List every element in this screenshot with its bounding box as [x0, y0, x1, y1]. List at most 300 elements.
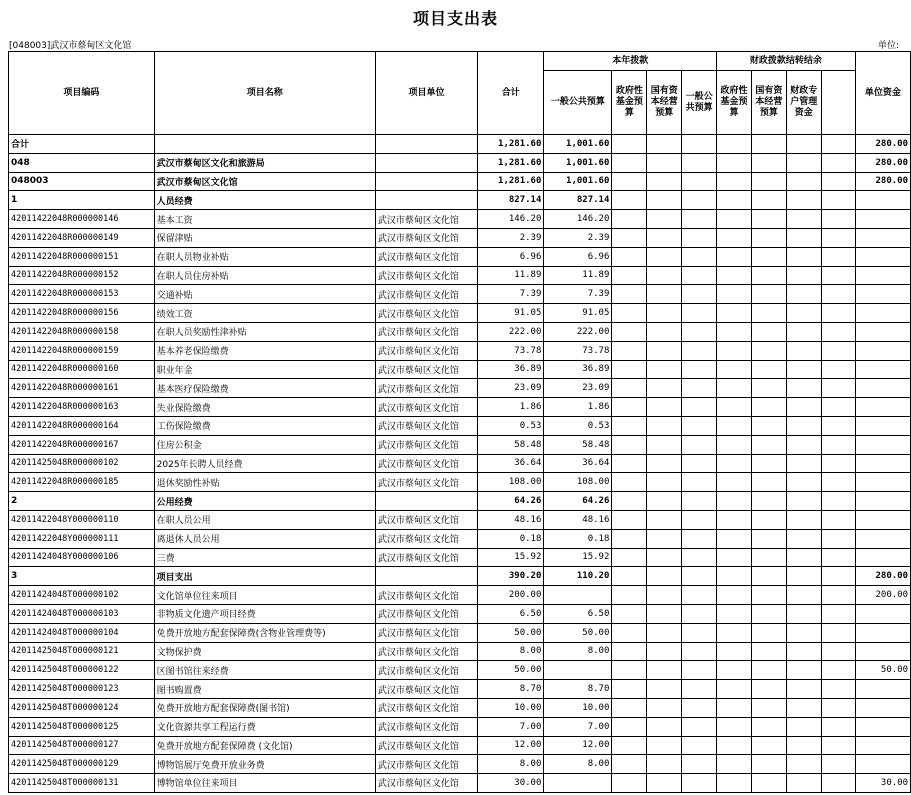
cell-total: 30.00 [478, 774, 544, 793]
cell-general: 73.78 [544, 341, 612, 360]
cell-special [786, 304, 821, 323]
cell-state-capital-2 [751, 586, 786, 605]
cell-name: 非物质文化遗产项目经费 [154, 604, 375, 623]
cell-state-capital-2 [751, 774, 786, 793]
cell-gov-fund [612, 360, 647, 379]
cell-state-capital [647, 717, 682, 736]
cell-general [544, 661, 612, 680]
cell-general: 36.89 [544, 360, 612, 379]
cell-name: 基本养老保险缴费 [154, 341, 375, 360]
cell-gov-fund-2 [717, 379, 752, 398]
cell-gov-fund [612, 191, 647, 210]
cell-gov-fund [612, 416, 647, 435]
cell-gov-fund [612, 341, 647, 360]
table-row [9, 172, 911, 191]
cell-gov-fund-2 [717, 473, 752, 492]
cell-gov-fund [612, 529, 647, 548]
cell-total: 108.00 [478, 473, 544, 492]
cell-general-2 [682, 228, 717, 247]
cell-code: 42011425048T000000122 [9, 661, 155, 680]
cell-gov-fund-2 [717, 135, 752, 154]
cell-gov-fund [612, 642, 647, 661]
cell-code: 42011422048R000000167 [9, 435, 155, 454]
cell-state-capital-2 [751, 642, 786, 661]
cell-state-capital [647, 680, 682, 699]
cell-state-capital-2 [751, 210, 786, 229]
cell-general: 10.00 [544, 698, 612, 717]
cell-unit-fund: 280.00 [855, 135, 910, 154]
cell-gov-fund-2 [717, 360, 752, 379]
cell-special [786, 341, 821, 360]
table-row [9, 285, 911, 304]
cell-name: 退休奖励性补贴 [154, 473, 375, 492]
header-general-2: 一般公共预算 [682, 71, 717, 135]
cell-code: 42011425048T000000125 [9, 717, 155, 736]
table-row [9, 473, 911, 492]
cell-gov-fund [612, 153, 647, 172]
cell-state-capital [647, 529, 682, 548]
table-row [9, 736, 911, 755]
cell-name: 2025年长聘人员经费 [154, 454, 375, 473]
cell-state-capital-2 [751, 755, 786, 774]
cell-general-2 [682, 717, 717, 736]
cell-unit: 武汉市蔡甸区文化馆 [375, 266, 477, 285]
header-current-year: 本年拨款 [544, 52, 717, 71]
cell-unit-fund [855, 322, 910, 341]
cell-state-capital [647, 755, 682, 774]
cell-general: 108.00 [544, 473, 612, 492]
cell-total: 23.09 [478, 379, 544, 398]
cell-code: 42011422048R000000151 [9, 247, 155, 266]
cell-general-2 [682, 322, 717, 341]
cell-special-ext [821, 548, 855, 567]
cell-code: 42011422048R000000149 [9, 228, 155, 247]
cell-gov-fund [612, 717, 647, 736]
cell-unit [375, 191, 477, 210]
table-row [9, 210, 911, 229]
cell-special-ext [821, 153, 855, 172]
table-row [9, 661, 911, 680]
cell-unit: 武汉市蔡甸区文化馆 [375, 210, 477, 229]
cell-unit-fund [855, 736, 910, 755]
cell-unit-fund [855, 210, 910, 229]
cell-code: 42011422048Y000000111 [9, 529, 155, 548]
cell-code: 42011422048R000000160 [9, 360, 155, 379]
cell-unit-fund [855, 228, 910, 247]
cell-code: 42011422048R000000158 [9, 322, 155, 341]
cell-total: 10.00 [478, 698, 544, 717]
cell-code: 42011422048R000000163 [9, 398, 155, 417]
cell-gov-fund-2 [717, 416, 752, 435]
cell-state-capital [647, 379, 682, 398]
header-code: 项目编码 [9, 52, 155, 135]
table-row [9, 529, 911, 548]
table-row [9, 755, 911, 774]
cell-state-capital [647, 454, 682, 473]
table-row [9, 398, 911, 417]
cell-general: 1,001.60 [544, 135, 612, 154]
cell-general: 50.00 [544, 623, 612, 642]
cell-general: 1,001.60 [544, 153, 612, 172]
cell-gov-fund [612, 623, 647, 642]
cell-state-capital-2 [751, 698, 786, 717]
cell-unit-fund [855, 191, 910, 210]
cell-code: 42011425048T000000127 [9, 736, 155, 755]
cell-code: 42011425048T000000131 [9, 774, 155, 793]
cell-unit: 武汉市蔡甸区文化馆 [375, 322, 477, 341]
header-gov-fund: 政府性基金预算 [612, 71, 647, 135]
table-row [9, 454, 911, 473]
cell-general: 7.00 [544, 717, 612, 736]
cell-name: 项目支出 [154, 567, 375, 586]
cell-special [786, 379, 821, 398]
cell-state-capital-2 [751, 416, 786, 435]
table-row [9, 135, 911, 154]
cell-gov-fund-2 [717, 435, 752, 454]
cell-gov-fund-2 [717, 398, 752, 417]
cell-total: 6.50 [478, 604, 544, 623]
cell-code: 42011422048R000000153 [9, 285, 155, 304]
cell-general: 8.00 [544, 755, 612, 774]
cell-code: 42011422048Y000000110 [9, 510, 155, 529]
cell-code: 42011424048Y000000106 [9, 548, 155, 567]
cell-state-capital [647, 473, 682, 492]
cell-gov-fund [612, 755, 647, 774]
cell-general: 15.92 [544, 548, 612, 567]
table-row [9, 717, 911, 736]
table-row [9, 416, 911, 435]
cell-special [786, 360, 821, 379]
cell-unit-fund [855, 341, 910, 360]
cell-state-capital-2 [751, 548, 786, 567]
cell-general-2 [682, 736, 717, 755]
cell-total: 36.64 [478, 454, 544, 473]
cell-special [786, 604, 821, 623]
cell-unit: 武汉市蔡甸区文化馆 [375, 473, 477, 492]
cell-general: 6.50 [544, 604, 612, 623]
cell-name: 工伤保险缴费 [154, 416, 375, 435]
project-expenditure-table [8, 51, 911, 793]
cell-gov-fund-2 [717, 680, 752, 699]
cell-special-ext [821, 623, 855, 642]
cell-gov-fund-2 [717, 492, 752, 511]
cell-code: 42011422048R000000161 [9, 379, 155, 398]
cell-gov-fund [612, 548, 647, 567]
cell-general-2 [682, 661, 717, 680]
unit-code: [048003]武汉市蔡甸区文化馆 [9, 41, 132, 51]
cell-gov-fund [612, 454, 647, 473]
cell-gov-fund-2 [717, 755, 752, 774]
cell-gov-fund-2 [717, 285, 752, 304]
cell-unit: 武汉市蔡甸区文化馆 [375, 360, 477, 379]
cell-unit [375, 153, 477, 172]
cell-special [786, 435, 821, 454]
cell-special [786, 454, 821, 473]
cell-state-capital-2 [751, 247, 786, 266]
cell-general-2 [682, 135, 717, 154]
cell-state-capital [647, 341, 682, 360]
cell-unit: 武汉市蔡甸区文化馆 [375, 285, 477, 304]
cell-unit [375, 172, 477, 191]
cell-gov-fund [612, 698, 647, 717]
cell-unit: 武汉市蔡甸区文化馆 [375, 247, 477, 266]
cell-gov-fund [612, 567, 647, 586]
cell-special-ext [821, 172, 855, 191]
cell-special [786, 473, 821, 492]
cell-unit: 武汉市蔡甸区文化馆 [375, 623, 477, 642]
header-unit: 项目单位 [375, 52, 477, 135]
cell-state-capital-2 [751, 360, 786, 379]
cell-state-capital [647, 360, 682, 379]
cell-general-2 [682, 285, 717, 304]
cell-total: 2.39 [478, 228, 544, 247]
cell-special [786, 210, 821, 229]
cell-general-2 [682, 266, 717, 285]
cell-gov-fund [612, 266, 647, 285]
cell-unit-fund [855, 266, 910, 285]
table-row [9, 492, 911, 511]
cell-unit: 武汉市蔡甸区文化馆 [375, 717, 477, 736]
cell-name: 住房公积金 [154, 435, 375, 454]
cell-name: 在职人员奖励性津补贴 [154, 322, 375, 341]
cell-state-capital [647, 435, 682, 454]
cell-name: 武汉市蔡甸区文化馆 [154, 172, 375, 191]
cell-unit-fund [855, 285, 910, 304]
cell-gov-fund [612, 435, 647, 454]
cell-gov-fund-2 [717, 172, 752, 191]
cell-special [786, 266, 821, 285]
cell-state-capital-2 [751, 398, 786, 417]
cell-special [786, 228, 821, 247]
cell-special [786, 492, 821, 511]
table-row [9, 322, 911, 341]
header-state-capital-2: 国有资本经营预算 [751, 71, 786, 135]
cell-special [786, 153, 821, 172]
header-gov-fund-2: 政府性基金预算 [717, 71, 752, 135]
cell-state-capital [647, 172, 682, 191]
cell-code: 42011422048R000000159 [9, 341, 155, 360]
cell-state-capital [647, 153, 682, 172]
cell-general-2 [682, 510, 717, 529]
cell-gov-fund-2 [717, 228, 752, 247]
cell-general: 8.00 [544, 642, 612, 661]
cell-general-2 [682, 341, 717, 360]
cell-state-capital-2 [751, 454, 786, 473]
cell-unit: 武汉市蔡甸区文化馆 [375, 510, 477, 529]
header-carryover: 财政拨款结转结余 [717, 52, 856, 71]
cell-name: 区图书馆往来经费 [154, 661, 375, 680]
cell-general: 7.39 [544, 285, 612, 304]
cell-special-ext [821, 210, 855, 229]
cell-total: 73.78 [478, 341, 544, 360]
cell-name: 文化资源共享工程运行费 [154, 717, 375, 736]
table-row [9, 228, 911, 247]
cell-code: 048003 [9, 172, 155, 191]
cell-name: 图书购置费 [154, 680, 375, 699]
cell-special [786, 774, 821, 793]
cell-total: 146.20 [478, 210, 544, 229]
cell-name: 基本工资 [154, 210, 375, 229]
cell-unit: 武汉市蔡甸区文化馆 [375, 304, 477, 323]
cell-unit: 武汉市蔡甸区文化馆 [375, 228, 477, 247]
cell-special-ext [821, 755, 855, 774]
cell-special-ext [821, 680, 855, 699]
cell-total: 36.89 [478, 360, 544, 379]
cell-name: 基本医疗保险缴费 [154, 379, 375, 398]
cell-state-capital [647, 567, 682, 586]
cell-gov-fund-2 [717, 567, 752, 586]
cell-state-capital [647, 736, 682, 755]
cell-unit: 武汉市蔡甸区文化馆 [375, 736, 477, 755]
cell-unit: 武汉市蔡甸区文化馆 [375, 379, 477, 398]
cell-state-capital-2 [751, 172, 786, 191]
cell-name: 在职人员住房补贴 [154, 266, 375, 285]
cell-general: 64.26 [544, 492, 612, 511]
cell-state-capital-2 [751, 473, 786, 492]
cell-special-ext [821, 435, 855, 454]
cell-special [786, 567, 821, 586]
cell-gov-fund [612, 398, 647, 417]
cell-special-ext [821, 398, 855, 417]
cell-state-capital [647, 548, 682, 567]
cell-general-2 [682, 398, 717, 417]
cell-general [544, 586, 612, 605]
cell-gov-fund [612, 228, 647, 247]
cell-total: 222.00 [478, 322, 544, 341]
cell-unit-fund [855, 680, 910, 699]
cell-gov-fund-2 [717, 717, 752, 736]
cell-code: 合计 [9, 135, 155, 154]
cell-total: 50.00 [478, 623, 544, 642]
cell-unit-fund: 280.00 [855, 172, 910, 191]
cell-special-ext [821, 698, 855, 717]
cell-gov-fund [612, 661, 647, 680]
cell-state-capital [647, 661, 682, 680]
cell-general: 2.39 [544, 228, 612, 247]
cell-unit: 武汉市蔡甸区文化馆 [375, 435, 477, 454]
cell-general: 0.53 [544, 416, 612, 435]
cell-gov-fund [612, 247, 647, 266]
cell-unit-fund [855, 510, 910, 529]
cell-special [786, 191, 821, 210]
cell-unit-fund: 280.00 [855, 153, 910, 172]
cell-special [786, 172, 821, 191]
table-row [9, 153, 911, 172]
cell-special [786, 510, 821, 529]
cell-state-capital [647, 247, 682, 266]
cell-general: 36.64 [544, 454, 612, 473]
cell-state-capital-2 [751, 736, 786, 755]
cell-gov-fund-2 [717, 510, 752, 529]
cell-state-capital-2 [751, 379, 786, 398]
cell-state-capital-2 [751, 322, 786, 341]
table-body [9, 135, 911, 793]
cell-code: 42011425048T000000129 [9, 755, 155, 774]
cell-special [786, 755, 821, 774]
cell-state-capital-2 [751, 717, 786, 736]
cell-state-capital-2 [751, 435, 786, 454]
cell-state-capital-2 [751, 191, 786, 210]
cell-gov-fund [612, 172, 647, 191]
cell-general-2 [682, 473, 717, 492]
cell-unit-fund [855, 642, 910, 661]
cell-unit-fund [855, 698, 910, 717]
cell-general: 1.86 [544, 398, 612, 417]
cell-unit-fund [855, 492, 910, 511]
cell-unit-fund [855, 717, 910, 736]
cell-general: 48.16 [544, 510, 612, 529]
cell-code: 42011422048R000000152 [9, 266, 155, 285]
cell-name: 公用经费 [154, 492, 375, 511]
cell-special [786, 661, 821, 680]
cell-general-2 [682, 755, 717, 774]
cell-state-capital-2 [751, 492, 786, 511]
cell-total: 200.00 [478, 586, 544, 605]
cell-code: 42011425048T000000124 [9, 698, 155, 717]
cell-gov-fund [612, 135, 647, 154]
cell-gov-fund-2 [717, 322, 752, 341]
cell-general: 146.20 [544, 210, 612, 229]
cell-unit-fund: 30.00 [855, 774, 910, 793]
cell-state-capital-2 [751, 529, 786, 548]
cell-state-capital [647, 266, 682, 285]
cell-special-ext [821, 717, 855, 736]
cell-name: 在职人员物业补贴 [154, 247, 375, 266]
cell-special-ext [821, 642, 855, 661]
cell-gov-fund-2 [717, 774, 752, 793]
cell-special-ext [821, 604, 855, 623]
cell-unit: 武汉市蔡甸区文化馆 [375, 642, 477, 661]
cell-unit-fund [855, 529, 910, 548]
cell-name: 失业保险缴费 [154, 398, 375, 417]
cell-gov-fund [612, 510, 647, 529]
cell-general [544, 774, 612, 793]
cell-special-ext [821, 135, 855, 154]
cell-unit [375, 567, 477, 586]
cell-general-2 [682, 304, 717, 323]
cell-special-ext [821, 529, 855, 548]
cell-name: 保留津贴 [154, 228, 375, 247]
cell-general: 827.14 [544, 191, 612, 210]
cell-unit-fund [855, 360, 910, 379]
header-name: 项目名称 [154, 52, 375, 135]
cell-gov-fund-2 [717, 529, 752, 548]
cell-code: 048 [9, 153, 155, 172]
cell-code: 42011422048R000000164 [9, 416, 155, 435]
cell-special [786, 135, 821, 154]
cell-general-2 [682, 680, 717, 699]
cell-name: 离退休人员公用 [154, 529, 375, 548]
cell-name: 免费开放地方配套保障费(图书馆) [154, 698, 375, 717]
cell-special [786, 680, 821, 699]
cell-general: 6.96 [544, 247, 612, 266]
cell-unit: 武汉市蔡甸区文化馆 [375, 586, 477, 605]
cell-gov-fund-2 [717, 661, 752, 680]
cell-state-capital [647, 604, 682, 623]
cell-special-ext [821, 341, 855, 360]
cell-total: 48.16 [478, 510, 544, 529]
cell-code: 2 [9, 492, 155, 511]
cell-state-capital [647, 623, 682, 642]
cell-code: 42011424048T000000104 [9, 623, 155, 642]
table-row [9, 360, 911, 379]
cell-general-2 [682, 529, 717, 548]
cell-total: 11.89 [478, 266, 544, 285]
cell-gov-fund [612, 736, 647, 755]
cell-state-capital [647, 398, 682, 417]
cell-code: 3 [9, 567, 155, 586]
cell-name: 在职人员公用 [154, 510, 375, 529]
